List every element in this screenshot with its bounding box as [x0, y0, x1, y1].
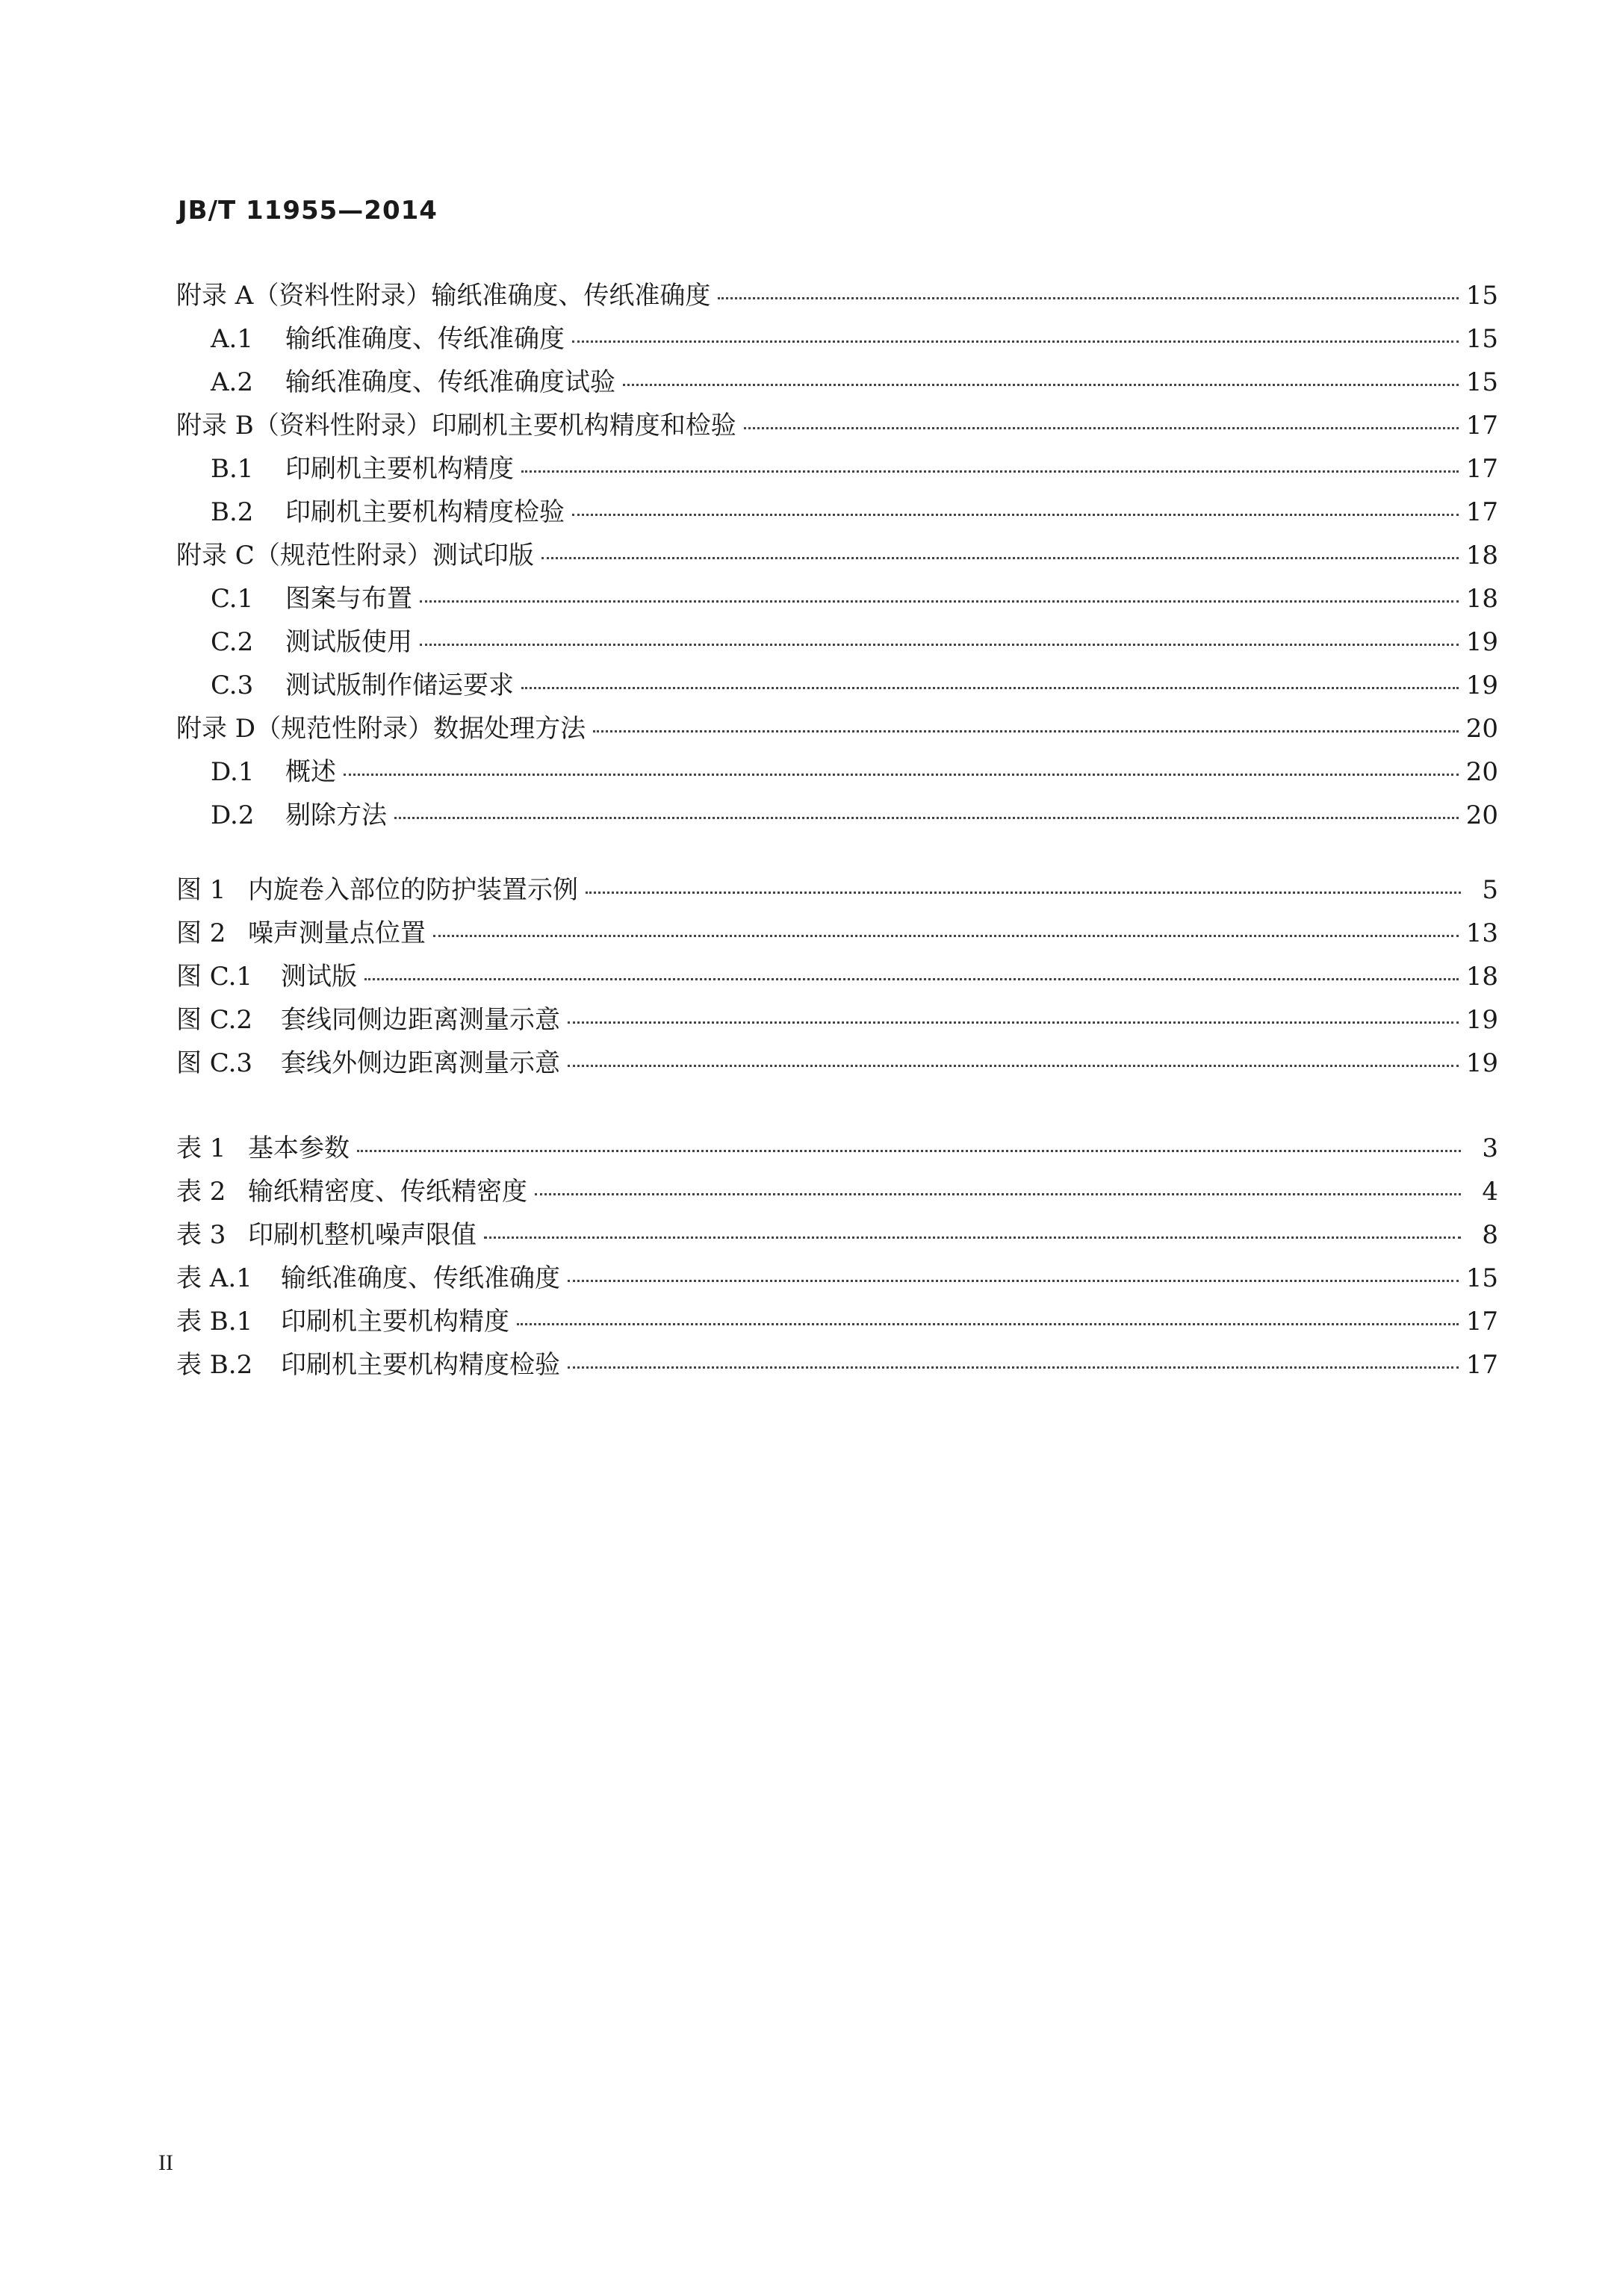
- toc-entry-code: D.1: [211, 757, 255, 787]
- toc-entry-label: 测试版使用: [285, 627, 412, 657]
- toc-page-number: 19: [1465, 1048, 1498, 1078]
- toc-dot-leader: [484, 1236, 1461, 1239]
- toc-page-number: 17: [1465, 1307, 1498, 1337]
- toc-entry-code: A.1: [211, 324, 253, 354]
- toc-dot-leader: [420, 644, 1459, 646]
- toc-entry-title: [176, 405, 736, 441]
- toc-dot-leader: [517, 1323, 1459, 1325]
- toc-entry-title: [176, 1301, 509, 1337]
- toc-page-number: 17: [1465, 1350, 1498, 1380]
- toc-entry-code: 图 C.3: [176, 1048, 253, 1078]
- toc-dot-leader: [568, 1021, 1459, 1024]
- toc-dot-leader: [357, 1150, 1461, 1152]
- toc-entry-title: [176, 1257, 560, 1294]
- toc-dot-leader: [535, 1193, 1461, 1195]
- toc-dot-leader: [364, 978, 1459, 980]
- toc-entry-title: [176, 956, 357, 992]
- toc-entry-code: B.1: [211, 454, 254, 484]
- toc-entry-code: 图 1: [176, 875, 226, 905]
- toc-entry-title: [176, 318, 565, 355]
- toc-table-entry[interactable]: [176, 1127, 1498, 1171]
- toc-table-entry[interactable]: [176, 1257, 1498, 1301]
- toc-entry-code: 图 C.1: [176, 962, 253, 992]
- toc-dot-leader: [394, 817, 1459, 819]
- toc-appendix-entry[interactable]: [176, 708, 1498, 751]
- toc-figure-entry[interactable]: [176, 956, 1498, 999]
- toc-appendix-entry[interactable]: [176, 535, 1498, 578]
- toc-page-number: 18: [1465, 541, 1498, 570]
- toc-entry-label: 概述: [285, 757, 336, 787]
- toc-dot-leader: [568, 1366, 1459, 1369]
- toc-page-number: 3: [1482, 1133, 1498, 1163]
- toc-entry-code: A.2: [211, 367, 253, 397]
- toc-table-entry[interactable]: [176, 1344, 1498, 1387]
- page-number: II: [158, 2150, 173, 2175]
- toc-figure-entry[interactable]: [176, 869, 1498, 912]
- document-number: JB/T 11955—2014: [178, 196, 438, 225]
- toc-dot-leader: [718, 297, 1458, 299]
- toc-dot-leader: [744, 427, 1459, 429]
- toc-page-number: 15: [1465, 324, 1498, 354]
- toc-entry-title: [176, 448, 514, 485]
- toc-appendix-section: [176, 275, 1498, 838]
- toc-entry-code: 表 B.2: [176, 1350, 253, 1380]
- toc-page-number: 15: [1465, 367, 1498, 397]
- toc-entry-title: [176, 999, 560, 1036]
- toc-entry-label: 噪声测量点位置: [248, 918, 426, 948]
- toc-figure-entry[interactable]: [176, 912, 1498, 956]
- toc-appendix-entry[interactable]: [176, 275, 1498, 318]
- toc-entry-label: 输纸准确度、传纸准确度试验: [285, 367, 615, 397]
- toc-entry-title: [176, 869, 578, 906]
- toc-dot-leader: [344, 774, 1459, 776]
- toc-entry-title: [176, 665, 514, 701]
- toc-entry-title: [176, 361, 615, 398]
- toc-page-number: 17: [1465, 411, 1498, 441]
- toc-tables-section: [176, 1127, 1498, 1387]
- toc-dot-leader: [586, 892, 1461, 894]
- toc-page-number: 18: [1465, 962, 1498, 992]
- toc-dot-leader: [572, 514, 1459, 516]
- toc-table-entry[interactable]: [176, 1171, 1498, 1214]
- toc-page-number: 17: [1465, 454, 1498, 484]
- toc-entry-label: 输纸准确度、传纸准确度: [285, 324, 565, 354]
- toc-entry-label: 印刷机整机噪声限值: [248, 1220, 477, 1250]
- toc-entry-title: [176, 708, 586, 744]
- toc-entry-label: 套线外侧边距离测量示意: [281, 1048, 560, 1078]
- toc-figure-entry[interactable]: [176, 1042, 1498, 1086]
- toc-entry-code: C.3: [211, 671, 254, 700]
- toc-table-entry[interactable]: [176, 1301, 1498, 1344]
- toc-entry-code: 表 A.1: [176, 1263, 252, 1293]
- toc-figures-section: [176, 869, 1498, 1086]
- toc-entry-title: [176, 621, 412, 658]
- toc-entry-label: 剔除方法: [285, 800, 387, 830]
- toc-page-number: 19: [1465, 671, 1498, 700]
- toc-entry-label: 测试版: [281, 962, 357, 992]
- toc-page-number: 13: [1465, 918, 1498, 948]
- toc-subentry[interactable]: [176, 578, 1498, 621]
- toc-entry-label: 印刷机主要机构精度: [281, 1307, 509, 1337]
- toc-page-number: 18: [1465, 584, 1498, 614]
- toc-entry-label: 印刷机主要机构精度检验: [285, 497, 565, 527]
- toc-dot-leader: [433, 935, 1459, 937]
- toc-subentry[interactable]: [176, 361, 1498, 405]
- toc-subentry[interactable]: [176, 665, 1498, 708]
- toc-subentry[interactable]: [176, 621, 1498, 665]
- toc-page-number: 8: [1482, 1220, 1498, 1250]
- toc-entry-code: 图 2: [176, 918, 226, 948]
- toc-entry-label: 输纸准确度、传纸准确度: [281, 1263, 560, 1293]
- toc-entry-label: 附录 D（规范性附录）数据处理方法: [176, 714, 586, 744]
- toc-entry-code: 表 B.1: [176, 1307, 253, 1337]
- toc-dot-leader: [521, 687, 1459, 689]
- toc-entry-label: 图案与布置: [285, 584, 412, 614]
- toc-entry-code: 表 1: [176, 1133, 226, 1163]
- toc-subentry[interactable]: [176, 318, 1498, 361]
- toc-entry-label: 印刷机主要机构精度: [285, 454, 514, 484]
- toc-entry-code: B.2: [211, 497, 254, 527]
- toc-page-number: 20: [1465, 714, 1498, 744]
- toc-page-number: 20: [1465, 800, 1498, 830]
- toc-entry-label: 内旋卷入部位的防护装置示例: [248, 875, 578, 905]
- toc-page-number: 20: [1465, 757, 1498, 787]
- toc-entry-title: [176, 275, 710, 311]
- toc-entry-label: 附录 C（规范性附录）测试印版: [176, 541, 534, 570]
- toc-entry-code: 表 3: [176, 1220, 226, 1250]
- toc-entry-title: [176, 491, 565, 528]
- toc-dot-leader: [572, 340, 1459, 343]
- toc-entry-title: [176, 535, 534, 571]
- toc-subentry[interactable]: [176, 491, 1498, 535]
- toc-entry-code: 表 2: [176, 1177, 226, 1207]
- toc-figure-entry[interactable]: [176, 999, 1498, 1042]
- toc-entry-title: [176, 1171, 527, 1207]
- toc-entry-title: [176, 578, 412, 615]
- toc-subentry[interactable]: [176, 751, 1498, 794]
- toc-entry-code: 图 C.2: [176, 1005, 253, 1035]
- toc-dot-leader: [568, 1065, 1459, 1067]
- toc-dot-leader: [593, 730, 1459, 732]
- toc-entry-title: [176, 1214, 477, 1251]
- toc-dot-leader: [521, 470, 1459, 473]
- toc-entry-title: [176, 1042, 560, 1079]
- toc-entry-title: [176, 912, 426, 949]
- toc-entry-code: D.2: [211, 800, 255, 830]
- toc-page-number: 17: [1465, 497, 1498, 527]
- toc-entry-code: C.2: [211, 627, 254, 657]
- toc-appendix-entry[interactable]: [176, 405, 1498, 448]
- toc-dot-leader: [568, 1280, 1459, 1282]
- toc-page-number: 19: [1465, 627, 1498, 657]
- toc-entry-label: 附录 A（资料性附录）输纸准确度、传纸准确度: [176, 281, 711, 311]
- toc-table-entry[interactable]: [176, 1214, 1498, 1257]
- toc-subentry[interactable]: [176, 448, 1498, 491]
- toc-dot-leader: [623, 384, 1459, 386]
- toc-entry-title: [176, 794, 387, 831]
- toc-entry-title: [176, 1344, 560, 1381]
- toc-entry-label: 基本参数: [248, 1133, 350, 1163]
- toc-dot-leader: [420, 600, 1459, 603]
- toc-entry-label: 附录 B（资料性附录）印刷机主要机构精度和检验: [176, 411, 736, 441]
- toc-page-number: 15: [1465, 1263, 1498, 1293]
- toc-entry-title: [176, 1127, 350, 1164]
- toc-page-number: 19: [1465, 1005, 1498, 1035]
- toc-entry-label: 印刷机主要机构精度检验: [281, 1350, 560, 1380]
- toc-page-number: 4: [1482, 1177, 1498, 1207]
- toc-dot-leader: [541, 557, 1459, 559]
- toc-page-number: 5: [1482, 875, 1498, 905]
- toc-subentry[interactable]: [176, 794, 1498, 838]
- toc-entry-label: 测试版制作储运要求: [285, 671, 514, 700]
- toc-entry-label: 输纸精密度、传纸精密度: [248, 1177, 527, 1207]
- toc-entry-title: [176, 751, 336, 788]
- toc-entry-label: 套线同侧边距离测量示意: [281, 1005, 560, 1035]
- toc-page-number: 15: [1465, 281, 1498, 311]
- toc-entry-code: C.1: [211, 584, 254, 614]
